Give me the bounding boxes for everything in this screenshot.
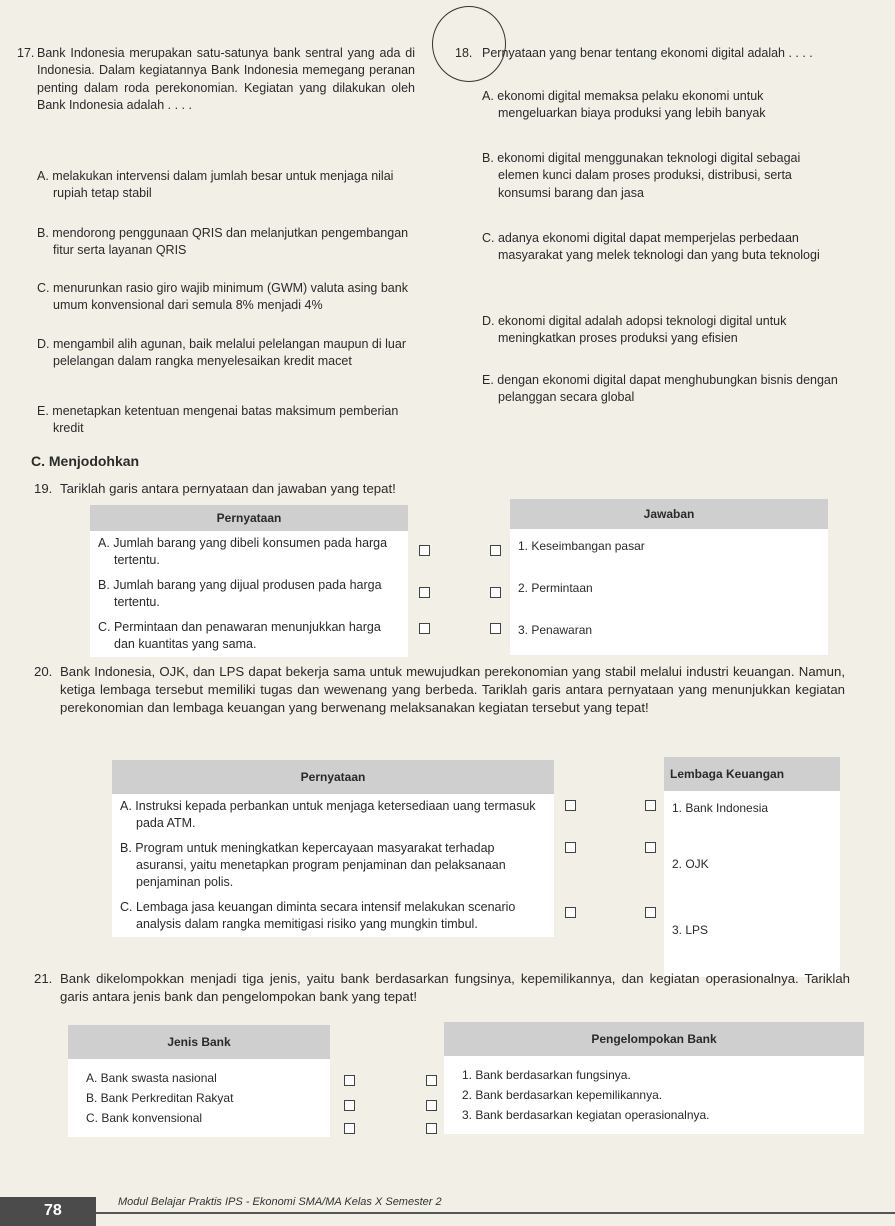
q19-left-checkbox-b[interactable] [419, 587, 430, 598]
q20-institution-3: 3. LPS [664, 911, 840, 977]
hand-drawn-circle [432, 6, 506, 82]
q19-statement-a: A. Jumlah barang yang dibeli konsumen pada harga tertentu. [90, 531, 408, 573]
q20-right-checkbox-3[interactable] [645, 907, 656, 918]
q21-bank-type-b: B. Bank Perkreditan Rakyat [68, 1087, 330, 1107]
q20-left-checkbox-a[interactable] [565, 800, 576, 811]
q20-left-checkbox-c[interactable] [565, 907, 576, 918]
q21-bank-type-c: C. Bank konvensional [68, 1107, 330, 1137]
q17-number: 17. [17, 46, 35, 60]
footer-rule [96, 1212, 895, 1214]
book-title: Modul Belajar Praktis IPS - Ekonomi SMA/MA Kelas X Semester 2 [118, 1196, 442, 1208]
q19-statement-header: Pernyataan [90, 505, 408, 531]
q19-statement-b: B. Jumlah barang yang dijual produsen pada harga tertentu. [90, 573, 408, 615]
q18-stem: Pernyataan yang benar tentang ekonomi digital adalah . . . . [482, 46, 813, 60]
q21-grouping-3: 3. Bank berdasarkan kegiatan operasionalnya. [444, 1104, 864, 1134]
q19-answer-2: 2. Permintaan [510, 571, 828, 613]
q17-option-a: A. melakukan intervensi dalam jumlah besar untuk menjaga nilai rupiah tetap stabil [37, 169, 394, 201]
q20-institution-table [664, 757, 840, 977]
q20-number: 20. [34, 664, 53, 679]
q19-right-checkbox-3[interactable] [490, 623, 501, 634]
q19-statement-table [90, 505, 408, 657]
q21-grouping-table [444, 1022, 864, 1134]
section-c-heading: C. Menjodohkan [31, 453, 140, 469]
q19-answer-header: Jawaban [510, 499, 828, 529]
q19-answer-3: 3. Penawaran [510, 613, 828, 655]
q21-bank-type-a: A. Bank swasta nasional [68, 1059, 330, 1087]
page-number-tab [0, 1197, 96, 1226]
q18-option-a: A. ekonomi digital memaksa pelaku ekonomi untuk mengeluarkan biaya produksi yang lebih banyak [482, 89, 766, 121]
q17-option-d: D. mengambil alih agunan, baik melalui pelelangan maupun di luar pelelangan dalam rangka menyelesaikan kredit macet [37, 337, 406, 369]
q20-institution-1: 1. Bank Indonesia [664, 791, 840, 845]
q21-grouping-header: Pengelompokan Bank [444, 1022, 864, 1056]
page-number: 78 [44, 1202, 62, 1219]
q19-number: 19. [34, 481, 53, 496]
q20-statement-a: A. Instruksi kepada perbankan untuk menjaga ketersediaan uang termasuk pada ATM. [112, 794, 554, 836]
q20-statement-b: B. Program untuk meningkatkan kepercayaan masyarakat terhadap asuransi, yaitu menetapkan program penjaminan dan pelaksanaan penjaminan polis. [112, 836, 554, 895]
q20-statement-c: C. Lembaga jasa keuangan diminta secara intensif melakukan scenario analysis dalam rangka memitigasi risiko yang mungkin timbul. [112, 895, 554, 937]
q21-grouping-1: 1. Bank berdasarkan fungsinya. [444, 1056, 864, 1084]
q19-left-checkbox-c[interactable] [419, 623, 430, 634]
q21-stem: Bank dikelompokkan menjadi tiga jenis, yaitu bank berdasarkan fungsinya, kepemilikannya, dan kegiatan operasionalnya. Tariklah garis antara jenis bank dan pengelompokan bank yang tepat! [60, 971, 850, 1004]
q20-right-checkbox-1[interactable] [645, 800, 656, 811]
q20-statement-table [112, 760, 554, 937]
q18-number: 18. [455, 46, 473, 60]
q20-institution-header: Lembaga Keuangan [664, 757, 840, 791]
q17-option-b: B. mendorong penggunaan QRIS dan melanjutkan pengembangan fitur serta layanan QRIS [37, 226, 409, 258]
q19-left-checkbox-a[interactable] [419, 545, 430, 556]
q19-answer-1: 1. Keseimbangan pasar [510, 529, 828, 571]
q21-bank-type-table [68, 1025, 330, 1137]
q19-answer-table [510, 499, 828, 655]
q17-stem: Bank Indonesia merupakan satu-satunya bank sentral yang ada di Indonesia. Dalam kegiatannya Bank Indonesia memegang peranan penting dalam roda perekonomian. Kegiatan yang dilakukan oleh Bank Indonesia adalah . . . . [37, 46, 415, 113]
q20-institution-2: 2. OJK [664, 845, 840, 911]
q20-stem: Bank Indonesia, OJK, dan LPS dapat bekerja sama untuk mewujudkan perekonomian yang stabil melalui industri keuangan. Namun, ketiga lembaga tersebut memiliki tugas dan wewenang yang berbeda. Tariklah garis antara pernyataan yang menunjukkan kegiatan perekonomian dan lembaga keuangan yang berwenang melaksanakan kegiatan tersebut yang tepat! [60, 664, 845, 715]
q19-statement-c: C. Permintaan dan penawaran menunjukkan harga dan kuantitas yang sama. [90, 615, 408, 657]
q18-option-e: E. dengan ekonomi digital dapat menghubungkan bisnis dengan pelanggan secara global [482, 373, 838, 405]
q21-grouping-2: 2. Bank berdasarkan kepemilikannya. [444, 1084, 864, 1104]
q19-stem: Tariklah garis antara pernyataan dan jawaban yang tepat! [60, 481, 396, 496]
q21-right-checkbox-3[interactable] [426, 1123, 437, 1134]
q21-bank-type-header: Jenis Bank [68, 1025, 330, 1059]
q18-option-c: C. adanya ekonomi digital dapat memperjelas perbedaan masyarakat yang melek teknologi dan yang buta teknologi [482, 231, 820, 263]
q20-statement-header: Pernyataan [112, 760, 554, 794]
q19-right-checkbox-2[interactable] [490, 587, 501, 598]
q18-option-b: B. ekonomi digital menggunakan teknologi digital sebagai elemen kunci dalam proses produksi, distribusi, serta konsumsi barang dan jasa [482, 151, 801, 200]
q20-left-checkbox-b[interactable] [565, 842, 576, 853]
q21-left-checkbox-b[interactable] [344, 1100, 355, 1111]
q17-option-c: C. menurunkan rasio giro wajib minimum (GWM) valuta asing bank umum konvensional dari semula 8% menjadi 4% [37, 281, 408, 313]
q19-right-checkbox-1[interactable] [490, 545, 501, 556]
q21-number: 21. [34, 971, 53, 986]
q21-right-checkbox-2[interactable] [426, 1100, 437, 1111]
q21-left-checkbox-c[interactable] [344, 1123, 355, 1134]
q17-option-e: E. menetapkan ketentuan mengenai batas maksimum pemberian kredit [37, 404, 399, 436]
q21-left-checkbox-a[interactable] [344, 1075, 355, 1086]
q18-option-d: D. ekonomi digital adalah adopsi teknologi digital untuk meningkatkan proses produksi yang efisien [482, 314, 787, 346]
q21-right-checkbox-1[interactable] [426, 1075, 437, 1086]
q20-right-checkbox-2[interactable] [645, 842, 656, 853]
